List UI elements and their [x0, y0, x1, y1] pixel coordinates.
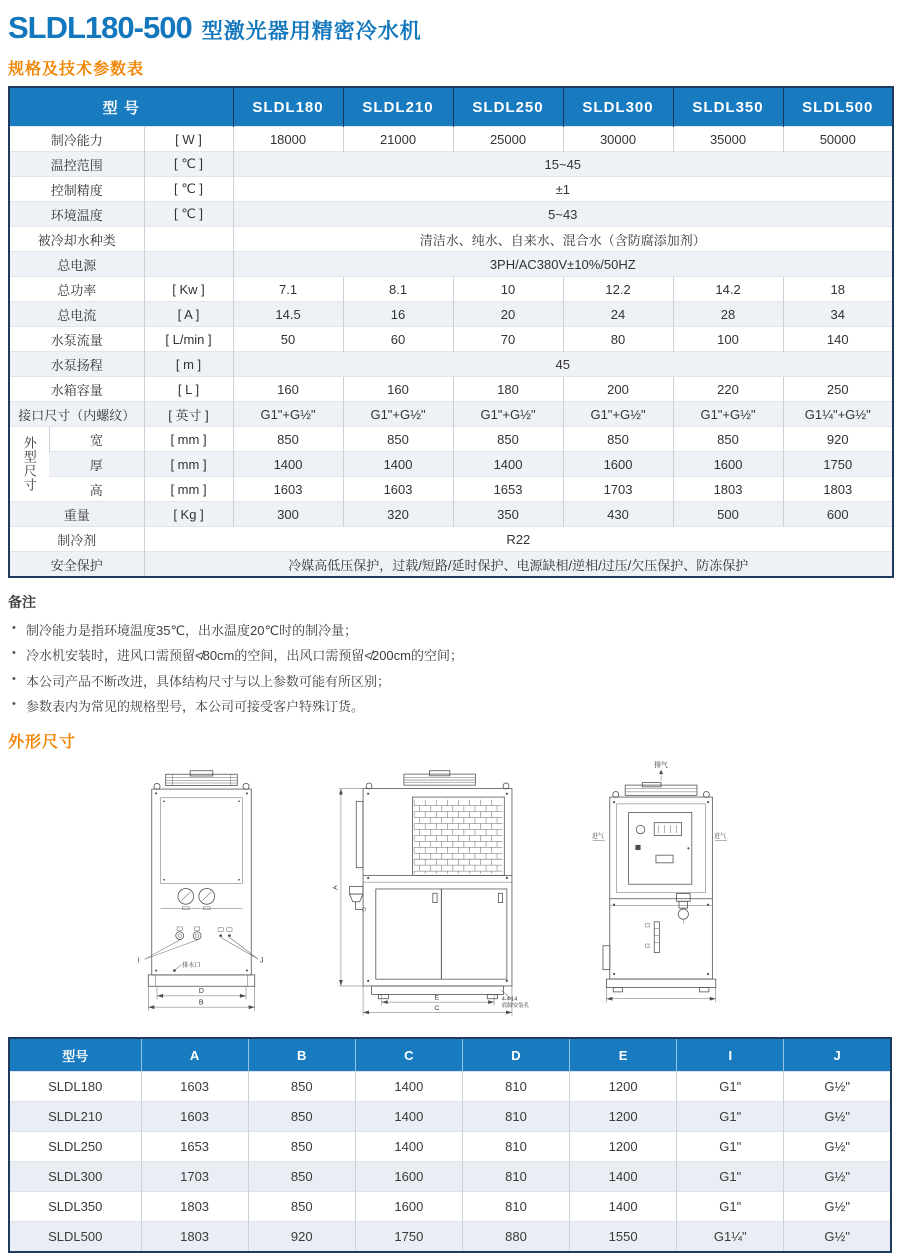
drain-port-label: 排水口 — [182, 962, 201, 970]
spec-section-title: 规格及技术参数表 — [8, 61, 145, 78]
spec-merged-value: 15~45 — [233, 152, 893, 177]
spec-header-model: 型 号 — [9, 87, 233, 127]
dim-row — [9, 1072, 891, 1102]
notes-list — [8, 618, 892, 719]
dim-cell: G1" — [677, 1132, 784, 1162]
spec-value: 320 — [343, 502, 453, 527]
spec-row — [9, 402, 893, 427]
dim-row — [9, 1222, 891, 1253]
spec-row — [9, 227, 893, 252]
base-frame — [372, 986, 504, 995]
level-gauge-icon — [654, 922, 659, 953]
spec-unit: [ ℃ ] — [144, 177, 233, 202]
outline-drawings — [8, 759, 892, 1027]
lifting-eye-icon — [613, 792, 619, 798]
spec-row — [9, 377, 893, 402]
spec-merged-value: 5~43 — [233, 202, 893, 227]
spec-merged-value: 3PH/AC380V±10%/50HZ — [233, 252, 893, 277]
spec-unit: [ L ] — [144, 377, 233, 402]
dim-cell: 850 — [248, 1162, 355, 1192]
spec-header-sldl210: SLDL210 — [343, 87, 453, 127]
lifting-eye-icon — [703, 792, 709, 798]
spec-merged-value: R22 — [144, 527, 893, 552]
dims-section-title: 外形尺寸 — [8, 734, 77, 752]
lifting-eye-icon — [243, 784, 249, 790]
spec-value: G1"+G½" — [233, 402, 343, 427]
spec-unit: [ A ] — [144, 302, 233, 327]
spec-value: 1600 — [563, 452, 673, 477]
dim-label-e: E — [434, 994, 440, 1002]
spec-value: 14.2 — [673, 277, 783, 302]
back-view-drawing — [591, 759, 732, 1012]
dim-label-d: D — [198, 988, 204, 996]
dim-cell: SLDL180 — [9, 1072, 141, 1102]
dim-cell: 1400 — [355, 1102, 462, 1132]
lifting-eye-icon — [154, 784, 160, 790]
dim-cell: 850 — [248, 1072, 355, 1102]
dim-cell: 850 — [248, 1132, 355, 1162]
dim-cell: 850 — [248, 1102, 355, 1132]
spec-value: 220 — [673, 377, 783, 402]
spec-value: 50000 — [783, 127, 893, 152]
spec-value: 20 — [453, 302, 563, 327]
spec-value: 1703 — [563, 477, 673, 502]
spec-value: G1"+G½" — [563, 402, 673, 427]
spec-value: 14.5 — [233, 302, 343, 327]
spec-merged-value: ±1 — [233, 177, 893, 202]
spec-unit: [ m ] — [144, 352, 233, 377]
spec-value: 34 — [783, 302, 893, 327]
spec-value: 18 — [783, 277, 893, 302]
switch-icon — [635, 845, 640, 850]
spec-param-label: 总电源 — [9, 252, 144, 277]
spec-header-sldl300: SLDL300 — [563, 87, 673, 127]
dimension-table-body — [9, 1072, 891, 1253]
dim-cell: SLDL250 — [9, 1132, 141, 1162]
lifting-eye-icon — [366, 783, 372, 789]
spec-value: 850 — [233, 427, 343, 452]
spec-param-label: 安全保护 — [9, 552, 144, 578]
dim-cell: 1400 — [570, 1192, 677, 1222]
dim-header-e: E — [570, 1038, 677, 1072]
base-frame — [148, 975, 254, 986]
spec-unit: [ mm ] — [144, 427, 233, 452]
dim-label-c: C — [434, 1005, 440, 1013]
spec-row — [9, 252, 893, 277]
dim-cell: G½" — [784, 1222, 891, 1253]
spec-value: 430 — [563, 502, 673, 527]
spec-param-label: 制冷剂 — [9, 527, 144, 552]
dim-cell: 1803 — [141, 1222, 248, 1253]
page-title — [8, 10, 892, 46]
dim-cell: 810 — [462, 1072, 569, 1102]
notes-section — [8, 592, 892, 719]
spec-row — [9, 202, 893, 227]
water-port-icon — [193, 932, 201, 940]
front-view-drawing — [136, 769, 267, 1022]
spec-param-label: 总电流 — [9, 302, 144, 327]
spec-unit: [ 英寸 ] — [144, 402, 233, 427]
dim-cell: SLDL500 — [9, 1222, 141, 1253]
spec-value: 1600 — [673, 452, 783, 477]
spec-merged-value: 45 — [233, 352, 893, 377]
spec-value: 25000 — [453, 127, 563, 152]
spec-header-sldl500: SLDL500 — [783, 87, 893, 127]
dim-cell: G½" — [784, 1162, 891, 1192]
spec-unit: [ ℃ ] — [144, 152, 233, 177]
dim-label-a: A — [332, 885, 340, 891]
dim-cell: SLDL210 — [9, 1102, 141, 1132]
dim-row — [9, 1102, 891, 1132]
dim-header-型号: 型号 — [9, 1038, 141, 1072]
dim-label-j: J — [259, 958, 264, 966]
spec-row — [9, 177, 893, 202]
spec-param-label: 重量 — [9, 502, 144, 527]
spec-row — [9, 127, 893, 152]
dimension-table-header — [9, 1038, 891, 1072]
door-handle-icon — [433, 894, 437, 903]
spec-value: 7.1 — [233, 277, 343, 302]
spec-unit: [ Kg ] — [144, 502, 233, 527]
dim-label-i: I — [137, 958, 140, 966]
spec-sub-label: 宽 — [49, 427, 144, 452]
spec-value: 160 — [233, 377, 343, 402]
water-port-icon — [176, 932, 184, 940]
spec-header-sldl350: SLDL350 — [673, 87, 783, 127]
spec-value: 1750 — [783, 452, 893, 477]
spec-table-header — [9, 87, 893, 127]
spec-value: 30000 — [563, 127, 673, 152]
spec-param-label: 环境温度 — [9, 202, 144, 227]
spec-value: 80 — [563, 327, 673, 352]
dimension-table — [8, 1037, 892, 1253]
spec-value: 850 — [563, 427, 673, 452]
spec-value: 180 — [453, 377, 563, 402]
dim-cell: 920 — [248, 1222, 355, 1253]
spec-value: 500 — [673, 502, 783, 527]
spec-value: 160 — [343, 377, 453, 402]
dim-cell: G1" — [677, 1072, 784, 1102]
spec-unit — [144, 227, 233, 252]
spec-sub-label: 高 — [49, 477, 144, 502]
dim-cell: G½" — [784, 1192, 891, 1222]
spec-value: G1¼"+G½" — [783, 402, 893, 427]
note-item: • 制冷能力是指环境温度35℃，出水温度20℃时的制冷量； — [12, 618, 892, 643]
spec-value: 8.1 — [343, 277, 453, 302]
base-frame — [606, 979, 715, 988]
dim-header-c: C — [355, 1038, 462, 1072]
dim-header-row — [9, 1038, 891, 1072]
spec-merged-value: 清洁水、纯水、自来水、混合水（含防腐添加剂） — [233, 227, 893, 252]
dim-cell: 850 — [248, 1192, 355, 1222]
spec-value: 850 — [343, 427, 453, 452]
dim-row — [9, 1192, 891, 1222]
dim-cell: G1" — [677, 1192, 784, 1222]
spec-header-sldl180: SLDL180 — [233, 87, 343, 127]
spec-value: 140 — [783, 327, 893, 352]
dim-cell: 810 — [462, 1102, 569, 1132]
mounting-hole-note-line1: 4-Φ14 — [501, 996, 518, 1003]
spec-value: 1603 — [343, 477, 453, 502]
dim-cell: 1200 — [570, 1102, 677, 1132]
spec-row — [9, 352, 893, 377]
spec-value: G1"+G½" — [673, 402, 783, 427]
dim-cell: 810 — [462, 1162, 569, 1192]
valve-icon — [676, 894, 690, 902]
dim-cell: 1400 — [570, 1162, 677, 1192]
dim-cell: 1200 — [570, 1072, 677, 1102]
spec-value: 28 — [673, 302, 783, 327]
dim-cell: SLDL350 — [9, 1192, 141, 1222]
dim-cell: 1653 — [141, 1132, 248, 1162]
dim-cell: G½" — [784, 1102, 891, 1132]
door-handle-icon — [498, 894, 502, 903]
dim-header-b: B — [248, 1038, 355, 1072]
spec-row — [9, 552, 893, 578]
spec-unit: [ ℃ ] — [144, 202, 233, 227]
spec-param-label: 总功率 — [9, 277, 144, 302]
exhaust-label: 排气 — [654, 762, 668, 770]
spec-value: 1803 — [673, 477, 783, 502]
spec-param-label: 水箱容量 — [9, 377, 144, 402]
spec-value: 1400 — [233, 452, 343, 477]
cabinet-body — [610, 797, 713, 979]
spec-row — [9, 277, 893, 302]
spec-param-label: 温控范围 — [9, 152, 144, 177]
door-left — [376, 889, 442, 979]
spec-param-label: 控制精度 — [9, 177, 144, 202]
note-item: • 参数表内为常见的规格型号，本公司可接受客户特殊订货。 — [12, 694, 892, 719]
dim-cell: G½" — [784, 1132, 891, 1162]
spec-value: 850 — [673, 427, 783, 452]
spec-group-label: 外型尺寸 — [9, 427, 49, 502]
spec-row — [9, 327, 893, 352]
model-range-title: SLDL180-500 — [8, 10, 192, 45]
dim-cell: 1803 — [141, 1192, 248, 1222]
spec-value: 60 — [343, 327, 453, 352]
dim-cell: G1" — [677, 1102, 784, 1132]
note-item: • 冷水机安装时，进风口需预留≮80cm的空间，出风口需预留≮200cm的空间； — [12, 643, 892, 668]
spec-value: 50 — [233, 327, 343, 352]
dim-cell: 1550 — [570, 1222, 677, 1253]
spec-param-label: 水泵扬程 — [9, 352, 144, 377]
spec-header-sldl250: SLDL250 — [453, 87, 563, 127]
side-view-drawing — [329, 769, 529, 1020]
spec-value: 21000 — [343, 127, 453, 152]
spec-unit: [ Kw ] — [144, 277, 233, 302]
dim-cell: 1703 — [141, 1162, 248, 1192]
spec-value: 70 — [453, 327, 563, 352]
spec-value: 250 — [783, 377, 893, 402]
spec-row — [9, 302, 893, 327]
spec-value: 24 — [563, 302, 673, 327]
spec-row — [9, 452, 893, 477]
dim-cell: 1200 — [570, 1132, 677, 1162]
spec-value: 1603 — [233, 477, 343, 502]
dim-cell: 810 — [462, 1192, 569, 1222]
lifting-eye-icon — [503, 783, 509, 789]
dim-cell: SLDL300 — [9, 1162, 141, 1192]
mounting-hole-note-line2: 底脚安装孔 — [501, 1003, 529, 1010]
spec-param-label: 制冷能力 — [9, 127, 144, 152]
spec-param-label: 接口尺寸（内螺纹） — [9, 402, 144, 427]
dim-cell: 1750 — [355, 1222, 462, 1253]
spec-value: 18000 — [233, 127, 343, 152]
dim-header-j: J — [784, 1038, 891, 1072]
dim-cell: G1" — [677, 1162, 784, 1192]
spec-value: 1400 — [343, 452, 453, 477]
dim-row — [9, 1132, 891, 1162]
spec-value: 1653 — [453, 477, 563, 502]
spec-value: 1803 — [783, 477, 893, 502]
spec-value: 35000 — [673, 127, 783, 152]
spec-unit: [ L/min ] — [144, 327, 233, 352]
spec-value: 10 — [453, 277, 563, 302]
dim-cell: 1400 — [355, 1072, 462, 1102]
dim-cell: G½" — [784, 1072, 891, 1102]
spec-value: 12.2 — [563, 277, 673, 302]
spec-value: 300 — [233, 502, 343, 527]
spec-unit: [ mm ] — [144, 477, 233, 502]
dim-cell: 880 — [462, 1222, 569, 1253]
logo-icon — [636, 826, 645, 835]
spec-value: G1"+G½" — [343, 402, 453, 427]
spec-value: 200 — [563, 377, 673, 402]
spec-value: 850 — [453, 427, 563, 452]
dim-header-d: D — [462, 1038, 569, 1072]
spec-value: 600 — [783, 502, 893, 527]
spec-unit: [ W ] — [144, 127, 233, 152]
funnel-icon — [349, 887, 363, 895]
spec-value: 350 — [453, 502, 563, 527]
dim-header-i: I — [677, 1038, 784, 1072]
product-description-title: 型激光器用精密冷水机 — [201, 20, 422, 43]
spec-unit — [144, 252, 233, 277]
spec-row — [9, 427, 893, 452]
spec-value: 1400 — [453, 452, 563, 477]
spec-value: G1"+G½" — [453, 402, 563, 427]
dim-label-b: B — [198, 999, 204, 1007]
dim-cell: 1600 — [355, 1162, 462, 1192]
door-right — [441, 889, 507, 979]
spec-value: 16 — [343, 302, 453, 327]
spec-table-body — [9, 127, 893, 578]
spec-param-label: 水泵流量 — [9, 327, 144, 352]
notes-title: 备注 — [8, 594, 36, 610]
spec-unit: [ mm ] — [144, 452, 233, 477]
spec-row — [9, 527, 893, 552]
intake-left-label: 进气 — [591, 834, 604, 841]
spec-row — [9, 152, 893, 177]
note-item: • 本公司产品不断改进，具体结构尺寸与以上参数可能有所区别； — [12, 669, 892, 694]
spec-value: 100 — [673, 327, 783, 352]
cabinet-body — [363, 789, 512, 986]
dim-cell: 1600 — [355, 1192, 462, 1222]
spec-table — [8, 86, 894, 578]
dim-cell: 1603 — [141, 1072, 248, 1102]
spec-header-row — [9, 87, 893, 127]
dim-row — [9, 1162, 891, 1192]
dim-cell: 810 — [462, 1132, 569, 1162]
spec-sub-label: 厚 — [49, 452, 144, 477]
dim-cell: 1603 — [141, 1102, 248, 1132]
dim-header-a: A — [141, 1038, 248, 1072]
spec-row — [9, 477, 893, 502]
spec-param-label: 被冷却水种类 — [9, 227, 144, 252]
dim-cell: G1¼" — [677, 1222, 784, 1253]
dim-cell: 1400 — [355, 1132, 462, 1162]
spec-row — [9, 502, 893, 527]
intake-right-label: 进气 — [714, 834, 727, 841]
spec-merged-value: 冷媒高低压保护，过载/短路/延时保护、电源缺相/逆相/过压/欠压保护、防冻保护 — [144, 552, 893, 578]
spec-value: 920 — [783, 427, 893, 452]
